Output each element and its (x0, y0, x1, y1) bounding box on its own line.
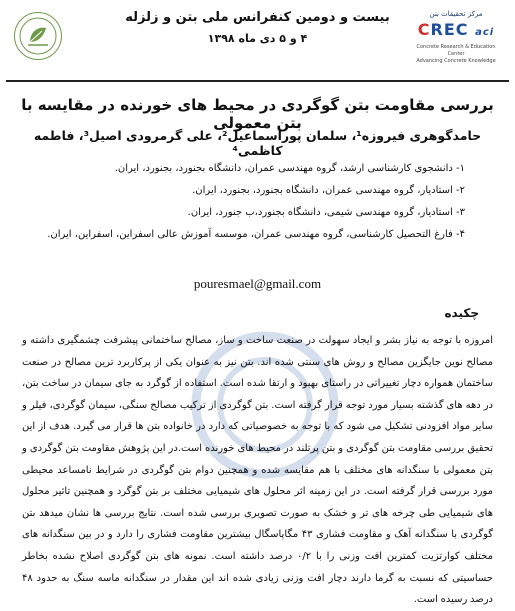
crec-logo (411, 10, 501, 70)
conference-logo (14, 12, 62, 60)
crec-logo-mark-c: C (417, 20, 431, 39)
page-header (0, 0, 515, 88)
crec-logo-subtitle: Concrete Research & Education Center (416, 44, 496, 57)
crec-logo-top-text: مرکز تحقیقات بتن (429, 10, 483, 18)
conference-name: بیست و دومین کنفرانس ملی بتن و زلزله (125, 10, 390, 25)
header-divider (6, 80, 509, 82)
affiliations-list (35, 158, 465, 246)
corresponding-email: pouresmael@gmail.com (193, 276, 322, 291)
abstract-body: امروزه با توجه به نیاز بشر و ایجاد سهولت در صنعت ساخت و ساز، مصالح ساختمانی پیشرفت چشمگیری داشته و مصالح نوین جایگزین مصالح و روش های سنتی شده اند. بتن نیز به عنوان یکی از پرکاربرد ترین مصالح در صنعت ساختمان همواره دچار تغییراتی در راستای بهبود و ارتقا شده است. استفاده از گوگرد به جای سیمان در ساخت بتن، در دهه های گذشته بسیار مورد توجه قرار گرفته است. بتن گوگردی از ترکیب مصالح سنگی، سیمان گوگردی، فیلر و سایر مواد افزودنی تشکیل می شود که با توجه به خصوصیاتی که دارد در خانواده بتن ها قرار می گیرد. هدف از این تحقیق بررسی مقاومت بتن گوگردی و بتن پرتلند در محیط های خورنده است.در این پژوهش مقاومت بتن گوگردی و بتن معمولی با سنگدانه های مختلف با هم مقایسه شده و همچنین دوام بتن گوگردی در شرایط نامساعد محیطی مورد بررسی قرار گرفته است. در این زمینه اثر محلول های شیمیایی مختلف بر بتن گوگرد و همچنین تاثیر محلول های شیمیایی طی چرخه های تر و خشک به صورت تصویری بررسی شده است. نتایج بررسی ها نشان میدهد بتن گوگردی با سنگدانه آهک و مقاومت فشاری ۴۳ مگاپاسگال بیشترین مقاومت فشاری را دارد و در بین سنگدانه های مختلف کوارتزیت کمترین افت وزنی را با ۰/۲ درصد داشته است. نمونه های بتن گوگردی اصلاح نشده بخاطر حساسیتی که نسبت به گرما دارند دچار افت وزنی زیادی شده اند این مقدار در سنگدانه ماسه سنگ به حدود ۴۸ درصد رسیده است. (22, 335, 494, 606)
aci-logo-mark: aci (475, 27, 495, 38)
conference-date: ۴ و ۵ دی ماه ۱۳۹۸ (207, 32, 308, 45)
abstract-heading: چکیده (444, 306, 479, 320)
crec-logo-mark (411, 19, 501, 44)
affiliation-item: ۴- فارغ التحصیل کارشناسی، گروه مهندسی عمران، موسسه آموزش عالی اسفراین، اسفراین، ایران. (47, 229, 465, 240)
paper-title: بررسی مقاومت بتن گوگردی در محیط های خورنده در مقایسه با بتن معمولی (21, 96, 494, 132)
leaf-emblem-icon (18, 16, 58, 56)
crec-logo-mark-rec: REC (430, 20, 469, 39)
affiliation-item: ۱- دانشجوی کارشناسی ارشد، گروه مهندسی عمران، دانشگاه بجنورد، بجنورد، ایران. (114, 163, 465, 174)
affiliation-item: ۲- استادیار، گروه مهندسی عمران، دانشگاه بجنورد، بجنورد، ایران. (192, 185, 465, 196)
paper-authors: حامدگوهری فیروزه¹، سلمان پوراسماعیل²، علی گرمرودی اصیل³، فاطمه کاظمی⁴ (33, 128, 482, 158)
crec-logo-tagline: Advancing Concrete Knowledge (416, 58, 496, 64)
affiliation-item: ۳- استادیار، گروه مهندسی شیمی، دانشگاه بجنورد،ب جنورد، ایران. (187, 207, 465, 218)
